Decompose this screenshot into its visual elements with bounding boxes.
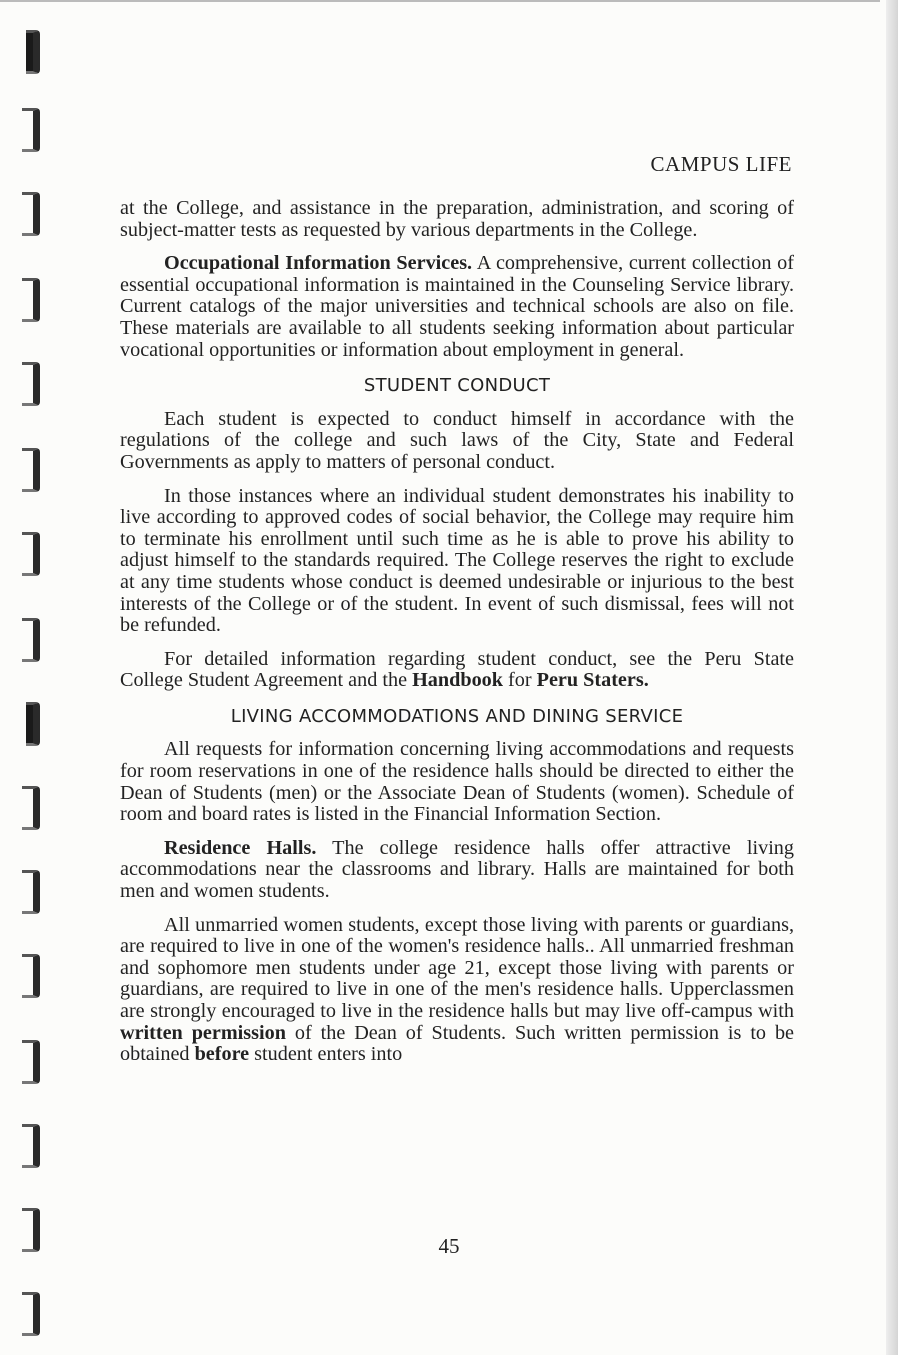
binding-ring [22,1040,40,1084]
conduct-p3-text-b: for [503,669,537,692]
binding-ring [26,30,40,74]
binding-ring [22,192,40,236]
occupational-info-paragraph [120,253,794,361]
living-paragraph-1: All requests for information concerning living accommodations and requests for room reservations in one of the residence halls should be directed to either the Dean of Students (men) or the Associate Dean of Students (women). Schedule of room and board rates is listed in the Financial Information Section. [120,738,794,826]
before-emphasis: before [194,1043,250,1066]
conduct-paragraph-1: Each student is expected to conduct himself in accordance with the regulations of the college and such laws of the City, State and Federal Governments as apply to matters of personal conduct. [120,407,794,473]
handbook-title: Handbook [412,669,503,692]
residence-halls-lead: Residence Halls. [164,836,317,859]
intro-continuation-paragraph: at the College, and assistance in the preparation, administration, and scoring of subject-matter tests as requested by various departments in the College. [120,197,794,241]
binding-ring [22,108,40,152]
living-p3-text-a: All unmarried women students, except those living with parents or guardians, are required to live in one of the women's residence halls.. All unmarried freshman and sophomore men students under age 21, except those living with parents or guardians, are required to live in one of the men's residence halls. Upperclassmen are strongly encouraged to live in the residence halls but may live off-campus with [120,913,794,1022]
binding-ring [22,954,40,998]
running-head: CAMPUS LIFE [650,152,792,176]
occupational-info-lead: Occupational Information Services. [164,252,473,275]
residence-halls-paragraph [120,838,794,903]
living-accommodations-heading: LIVING ACCOMMODATIONS AND DINING SERVICE [230,705,684,727]
binding-ring [22,362,40,406]
page-edge [886,0,898,1355]
living-p3-text-c: student enters into [249,1043,403,1066]
residence-halls-text: The college residence halls offer attractive living accommodations near the classrooms and library. Halls are maintained for both men and women students. [120,836,794,903]
page-body [120,198,794,1078]
peru-staters-title: Peru Staters. [536,669,649,692]
binding-ring [26,702,40,746]
binding-ring [22,870,40,914]
conduct-paragraph-3 [120,649,794,692]
living-p3-text-b: of the Dean of Students. Such written permission is to be obtained [120,1021,795,1066]
top-rule [0,0,880,2]
page-number: 45 [438,1234,460,1258]
conduct-paragraph-2: In those instances where an individual student demonstrates his inability to live according to approved codes of social behavior, the College may require him to terminate his enrollment until such time as he is able to prove his ability to adjust himself to the standards required. The College reserves the right to exclude at any time students whose conduct is deemed undesirable or injurious to the best interests of the College or of the student. In event of such dismissal, fees will not be refunded. [120,484,794,637]
occupational-info-text: A comprehensive, current collection of essential occupational information is maintained in the Counseling Service library. Current catalogs of the major universities and technical schools are also on file. These materials are available to all students seeking information about particular vocational opportunities or information about employment in general. [120,252,794,361]
spiral-binding [0,0,60,1355]
binding-ring [22,786,40,830]
binding-ring [22,1124,40,1168]
binding-ring [22,448,40,492]
binding-ring [22,1292,40,1336]
living-paragraph-3 [120,915,794,1066]
conduct-p3-text-a: For detailed information regarding student conduct, see the Peru State College Student Agreement and the [120,647,794,692]
student-conduct-heading: STUDENT CONDUCT [363,375,551,397]
written-permission-emphasis: written permission [120,1021,286,1044]
binding-ring [22,532,40,576]
binding-ring [22,278,40,322]
binding-ring [22,618,40,662]
